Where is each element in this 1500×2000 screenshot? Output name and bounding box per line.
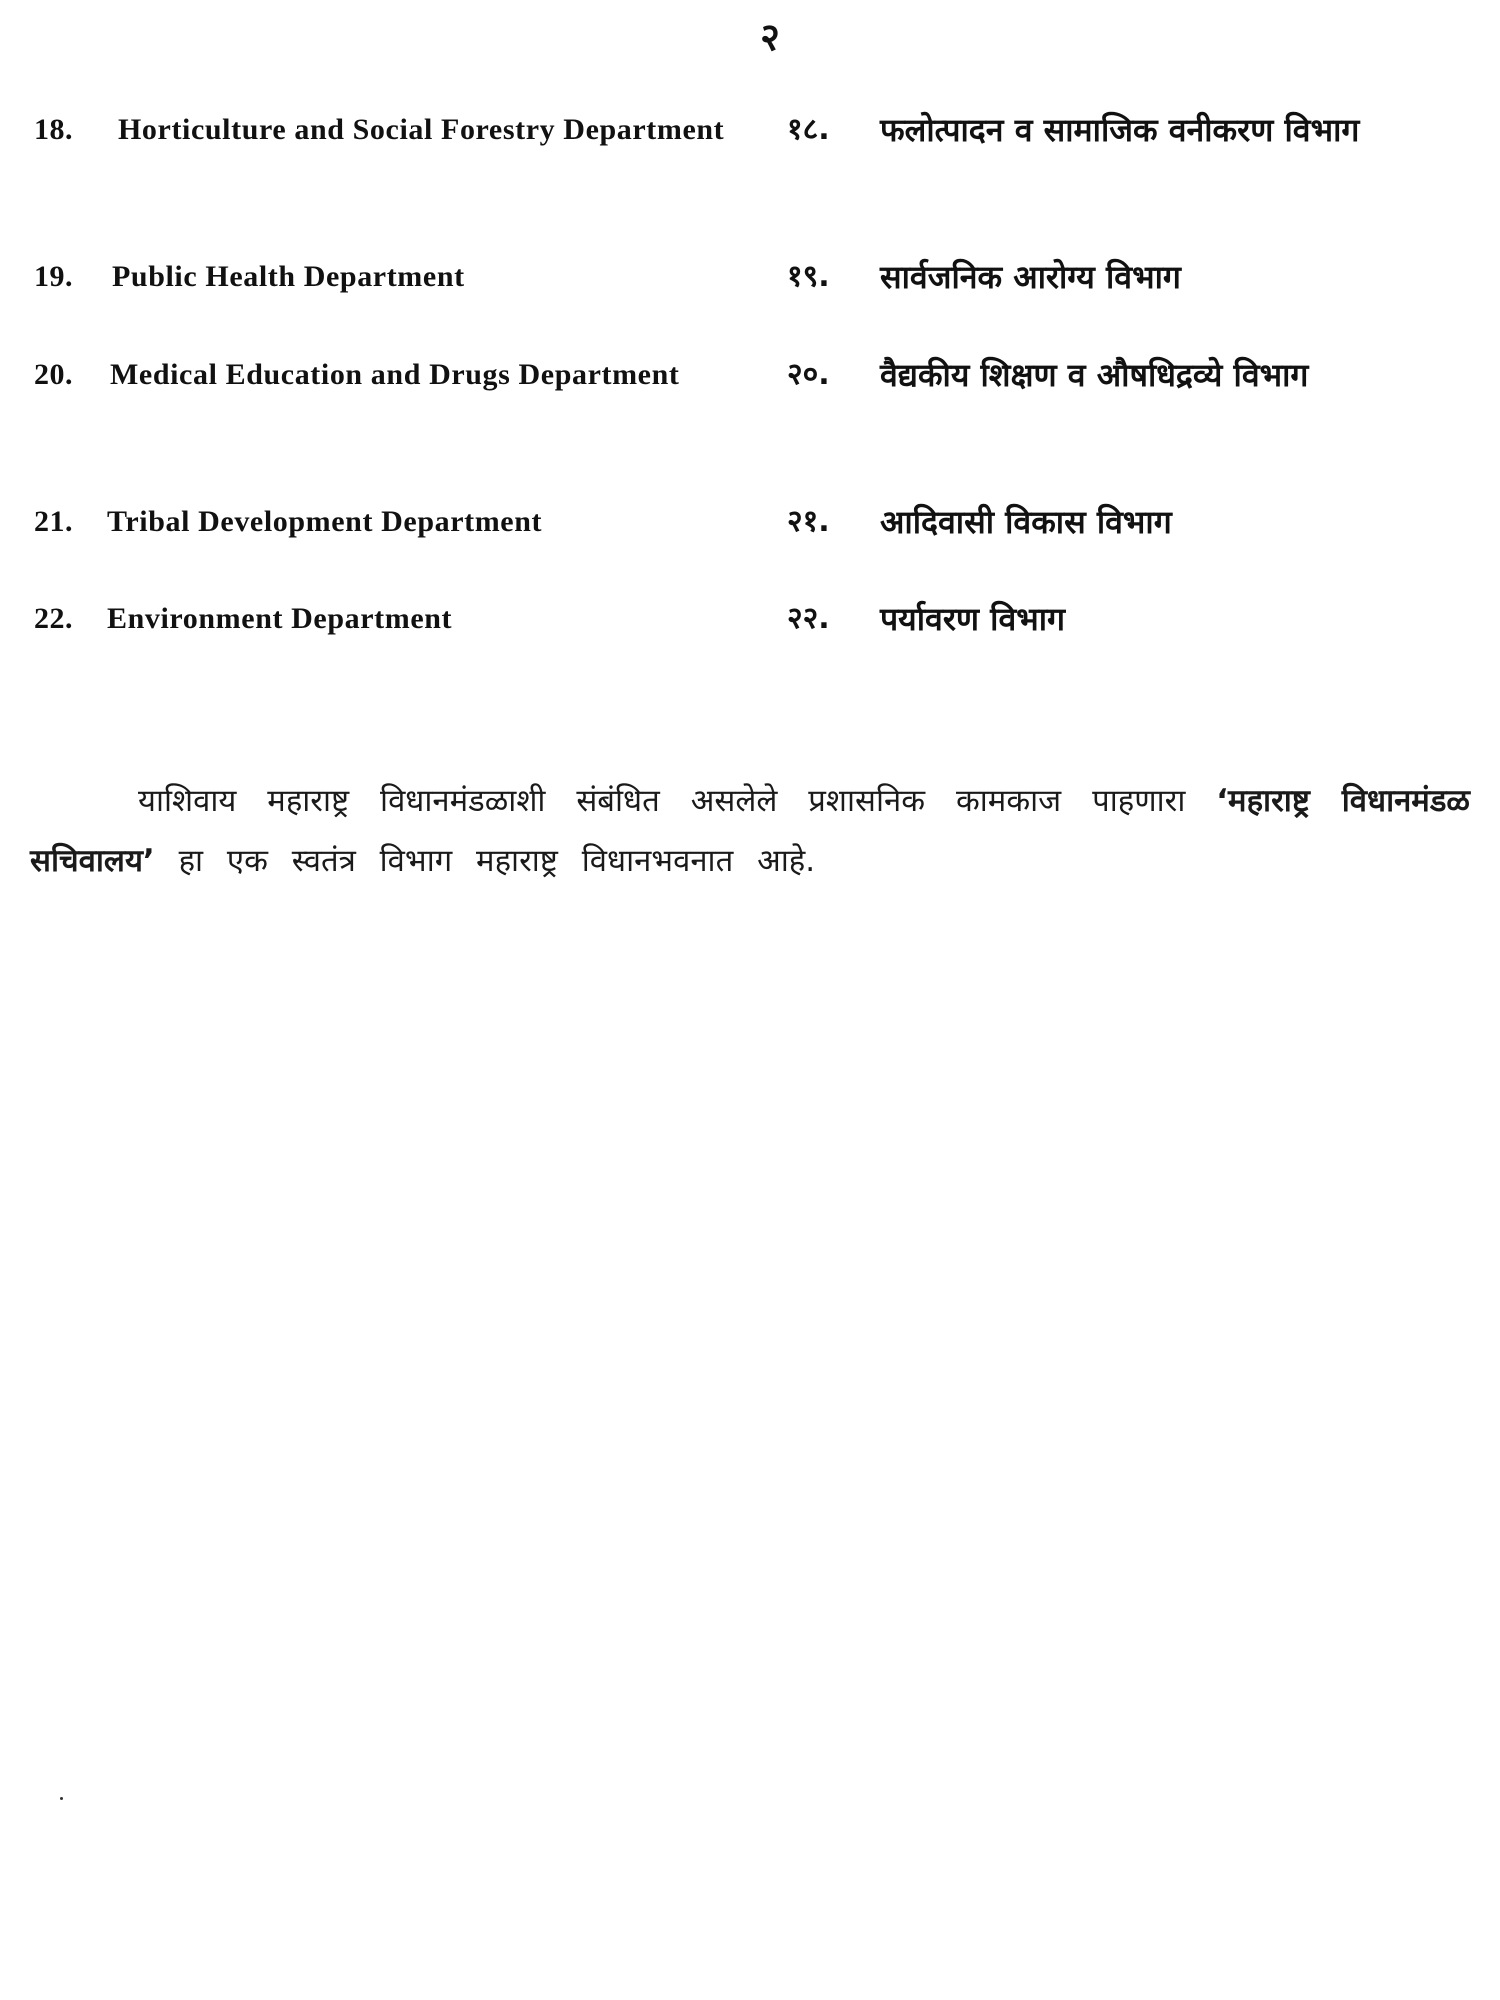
english-item-number: 22.: [34, 602, 73, 635]
department-list: [0, 0, 1500, 700]
english-item-text: Tribal Development Department: [107, 505, 543, 538]
scan-speck: [60, 1797, 63, 1800]
marathi-item-number: २२.: [787, 601, 830, 636]
closing-paragraph: [30, 771, 1470, 891]
english-item-number: 19.: [34, 260, 73, 293]
paragraph-text-after: हा एक स्वतंत्र विभाग महाराष्ट्र विधानभवनात आहे.: [178, 843, 816, 879]
marathi-item-number: २१.: [787, 504, 830, 539]
marathi-item-text: सार्वजनिक आरोग्य विभाग: [880, 258, 1181, 296]
marathi-item-text: पर्यावरण विभाग: [880, 600, 1066, 638]
page-number: २: [760, 15, 780, 59]
english-item-number: 21.: [34, 505, 73, 538]
english-item-text: Medical Education and Drugs Department: [110, 358, 680, 391]
marathi-item-number: २०.: [787, 357, 830, 392]
marathi-item-number: १९.: [787, 259, 830, 294]
marathi-item-text: आदिवासी विकास विभाग: [880, 503, 1172, 541]
marathi-item-number: १८.: [787, 112, 830, 147]
english-item-number: 20.: [34, 358, 73, 391]
paragraph-text-before: याशिवाय महाराष्ट्र विधानमंडळाशी संबंधित असलेले प्रशासनिक कामकाज पाहणारा: [138, 783, 1186, 819]
english-item-text: Public Health Department: [112, 260, 465, 293]
english-item-number: 18.: [34, 113, 73, 146]
marathi-item-text: वैद्यकीय शिक्षण व औषधिद्रव्ये विभाग: [880, 356, 1309, 394]
marathi-item-text: फलोत्पादन व सामाजिक वनीकरण विभाग: [880, 111, 1360, 149]
english-item-text: Environment Department: [107, 602, 453, 635]
secretariat-name: ‘महाराष्ट्र विधानमंडळ सचिवालय’: [30, 783, 1470, 879]
english-item-text: Horticulture and Social Forestry Department: [118, 113, 725, 146]
